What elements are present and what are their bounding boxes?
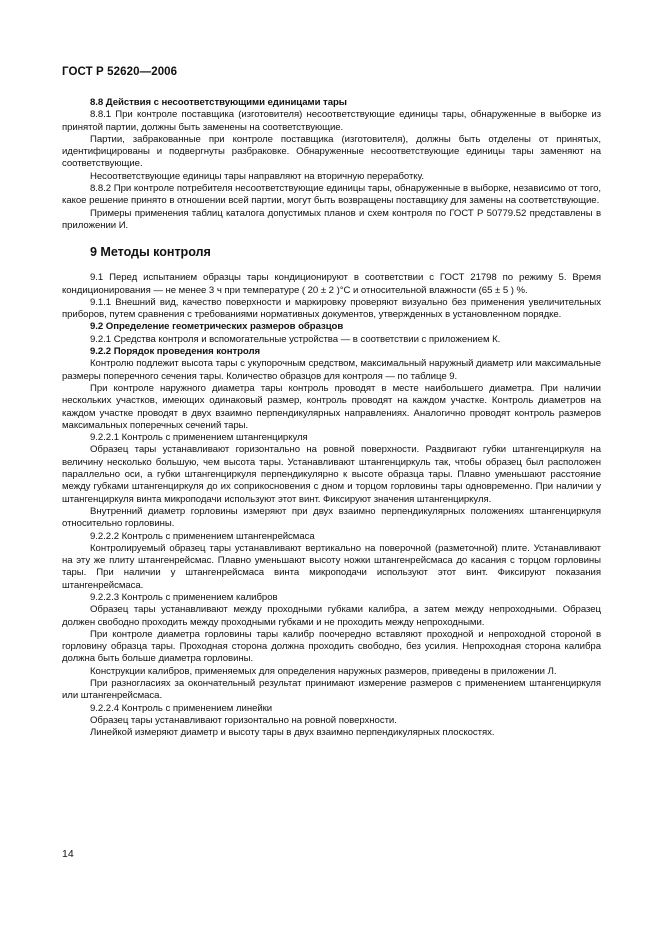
paragraph: Несоответствующие единицы тары направляют на вторичную переработку. (90, 170, 424, 182)
paragraph: Контролируемый образец тары устанавливают вертикально на поверочной (разметочной) плите. Устанавливают на эту же плиту штангенрейсмас. Плавно уменьшают высоту ножки штангенрейсмаса до касания с торцом горловины тары. При наличии у штангенрейсмаса винта микроподачи используют этот винт. Фиксируют показания штангенрейсмаса. (62, 542, 601, 591)
paragraph: Внутренний диаметр горловины измеряют при двух взаимно перпендикулярных положениях штангенциркуля относительно горловины. (62, 505, 601, 530)
paragraph: 9.2.1 Средства контроля и вспомогательные устройства — в соответствии с приложением К. (90, 333, 501, 345)
paragraph: При контроле наружного диаметра тары контроль проводят в месте наибольшего диаметра. При наличии нескольких участков, имеющих одинаковый размер, контроль проводят на каждом участке. Контроль диаметров на каждом участке проводят в двух взаимно перпендикулярных направлениях. Аналогично проводят контроль размеров максимальных поперечных сечений тары. (62, 382, 601, 431)
paragraph: 8.8.2 При контроле потребителя несоответствующие единицы тары, обнаруженные в выборке, независимо от того, какое решение принято в отношении всей партии, могут быть возвращены поставщику для замены на соответствующие. (62, 183, 601, 207)
paragraph: 8.8.1 При контроле поставщика (изготовителя) несоответствующие единицы тары, обнаруженные в выборке из принятой партии, должны быть заменены на соответствующие. (62, 109, 601, 133)
paragraph: Конструкции калибров, применяемых для определения наружных размеров, приведены в приложении Л. (90, 665, 557, 677)
subsection-heading: 9.2 Определение геометрических размеров образцов (90, 321, 344, 333)
paragraph: Линейкой измеряют диаметр и высоту тары в двух взаимно перпендикулярных плоскостях. (90, 727, 495, 739)
paragraph: 9.1 Перед испытанием образцы тары кондиционируют в соответствии с ГОСТ 21798 по режиму 5. Время кондиционирования — не менее 3 ч при температуре ( 20 ± 2 )°С и относительной влажности (65 ± 5 ) %. (62, 272, 601, 296)
paragraph: Примеры применения таблиц каталога допустимых планов и схем контроля по ГОСТ Р 50779.52 представлены в приложении И. (62, 207, 601, 231)
document-body (62, 97, 601, 740)
document-header: ГОСТ Р 52620—2006 (62, 66, 178, 78)
section-heading: 9 Методы контроля (90, 245, 211, 260)
paragraph: 9.2.2.4 Контроль с применением линейки (90, 702, 273, 714)
paragraph: Образец тары устанавливают между проходными губками калибра, а затем между непроходными. Образец должен свободно проходить между проходными губками и не проходить между непроходными. (62, 604, 601, 628)
paragraph: Партии, забракованные при контроле поставщика (изготовителя), должны быть отделены от принятых, идентифицированы и подвергнуты разбраковке. Обнаруженные несоответствующие единицы тары заменяют на соответствующие. (62, 133, 601, 170)
paragraph: Образец тары устанавливают горизонтально на ровной поверхности. Раздвигают губки штангенциркуля на величину несколько большую, чем высота тары. Устанавливают штангенциркуль так, чтобы образец был расположен параллельно оси, а губки штангенциркуля перпендикулярно к высоте образца тары. Плавно уменьшают расстояние между губками штангенциркуля до их соприкосновения с дном и торцом горловины тары одновременно. При наличии у штангенциркуля винта микроподачи используют этот винт. Фиксируют значения штангенциркуля. (62, 444, 601, 505)
paragraph: 9.2.2.1 Контроль с применением штангенциркуля (90, 432, 308, 444)
paragraph: При контроле диаметра горловины тары калибр поочередно вставляют проходной и непроходной стороной в горловину образца тары. Проходная сторона должна проходить свободно, без усилия. Непроходная сторона калибра должна быть больше диаметра горловины. (62, 628, 601, 665)
subsection-heading: 9.2.2 Порядок проведения контроля (90, 346, 261, 358)
subsection-heading: 8.8 Действия с несоответствующими единицами тары (90, 97, 347, 108)
paragraph: 9.2.2.2 Контроль с применением штангенрейсмаса (90, 530, 315, 542)
paragraph: При разногласиях за окончательный результат принимают измерение размеров с применением штангенциркуля или штангенрейсмаса. (62, 678, 601, 702)
paragraph: Образец тары устанавливают горизонтально на ровной поверхности. (90, 714, 397, 726)
paragraph: 9.1.1 Внешний вид, качество поверхности и маркировку проверяют визуально без применения увеличительных приборов, путем сравнения с требованиями нормативных документов, утвержденных в установленном порядке. (62, 296, 601, 321)
paragraph: Контролю подлежит высота тары с укупорочным средством, максимальный наружный диаметр или максимальные размеры поперечного сечения тары. Количество образцов для контроля — по таблице 9. (62, 358, 601, 382)
page-number: 14 (62, 848, 74, 860)
paragraph: 9.2.2.3 Контроль с применением калибров (90, 591, 278, 603)
